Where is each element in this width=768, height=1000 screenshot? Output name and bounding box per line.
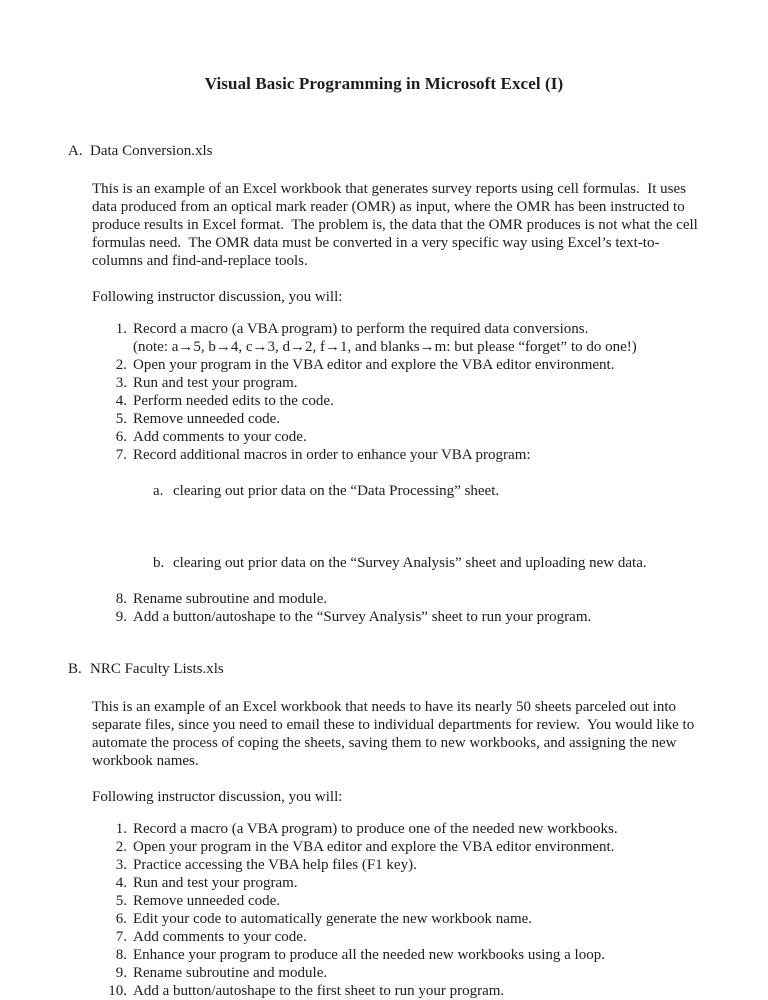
list-item-number: 6. <box>115 911 127 927</box>
list-item-number: 7. <box>115 447 127 463</box>
sublist-item-text: clearing out prior data on the “Data Processing” sheet. <box>173 483 500 499</box>
list-item-text: Add comments to your code. <box>133 429 307 445</box>
list-item-text: Enhance your program to produce all the needed new workbooks using a loop. <box>133 947 605 963</box>
list-item-body <box>133 446 718 590</box>
list-item <box>105 410 718 428</box>
list-item-body <box>133 856 718 874</box>
section-heading <box>0 142 768 160</box>
section-title: Data Conversion.xls <box>90 143 213 159</box>
list-item-body <box>133 428 718 446</box>
list-item-body <box>133 982 718 1000</box>
list-item-body <box>133 964 718 982</box>
section-heading <box>0 660 768 678</box>
list-item <box>105 374 718 392</box>
list-item-text: Add comments to your code. <box>133 929 307 945</box>
list-item-text: Perform needed edits to the code. <box>133 393 334 409</box>
section-label: A. <box>68 143 83 159</box>
list-item-text: Record a macro (a VBA program) to produce one of the needed new workbooks. <box>133 821 618 837</box>
list-item-body <box>133 608 718 626</box>
numbered-list <box>0 820 768 1000</box>
list-item-number: 8. <box>115 591 127 607</box>
section-intro: This is an example of an Excel workbook that generates survey reports using cell formulas. It uses data produced from an optical mark reader (OMR) as input, where the OMR has been instructed to produce results in Excel format. The problem is, the data that the OMR produces is not what the cell formulas need. The OMR data must be converted in a very specific way using Excel’s text-to-columns and find-and-replace tools. <box>92 181 702 269</box>
list-item-number: 5. <box>115 411 127 427</box>
list-item-number: 4. <box>115 393 127 409</box>
list-item-number: 1. <box>115 821 127 837</box>
list-item-text: Run and test your program. <box>133 375 298 391</box>
list-item-text: Remove unneeded code. <box>133 411 281 427</box>
list-item <box>105 874 718 892</box>
list-item <box>105 892 718 910</box>
list-item <box>105 910 718 928</box>
list-item <box>105 856 718 874</box>
sublist-item-letter: a. <box>153 483 164 499</box>
list-item-number: 5. <box>115 893 127 909</box>
list-item-number: 2. <box>115 839 127 855</box>
list-item-number: 8. <box>115 947 127 963</box>
list-item-body <box>133 946 718 964</box>
list-item-body <box>133 874 718 892</box>
list-item <box>105 428 718 446</box>
list-item-text: Rename subroutine and module. <box>133 591 328 607</box>
list-item <box>105 608 718 626</box>
sublist-item <box>153 482 718 500</box>
list-item-number: 3. <box>115 375 127 391</box>
list-item-text: Practice accessing the VBA help files (F1 key). <box>133 857 417 873</box>
list-item-number: 6. <box>115 429 127 445</box>
list-item-number: 10. <box>108 983 127 999</box>
document-section <box>0 660 768 1000</box>
list-item <box>105 982 718 1000</box>
list-item-text: Record a macro (a VBA program) to perform the required data conversions. <box>133 321 589 337</box>
list-item-body <box>133 590 718 608</box>
list-item-text: Add a button/autoshape to the “Survey Analysis” sheet to run your program. <box>133 609 592 625</box>
list-item-text: Open your program in the VBA editor and explore the VBA editor environment. <box>133 839 615 855</box>
list-item-number: 2. <box>115 357 127 373</box>
list-item-body <box>133 892 718 910</box>
list-item-body <box>133 838 718 856</box>
list-item-text: Add a button/autoshape to the first sheet to run your program. <box>133 983 505 999</box>
list-item-text: Edit your code to automatically generate the new workbook name. <box>133 911 533 927</box>
list-item-text: Remove unneeded code. <box>133 893 281 909</box>
list-item-number: 9. <box>115 609 127 625</box>
list-item-body <box>133 320 718 356</box>
list-item-number: 1. <box>115 321 127 337</box>
list-item-body <box>133 392 718 410</box>
section-intro: This is an example of an Excel workbook that needs to have its nearly 50 sheets parceled out into separate files, since you need to email these to individual departments for review. You would like to automate the process of coping the sheets, saving them to new workbooks, and assigning the new workbook names. <box>92 699 698 769</box>
list-item <box>105 590 718 608</box>
section-lead: Following instructor discussion, you will: <box>92 789 343 805</box>
section-title: NRC Faculty Lists.xls <box>90 661 224 677</box>
list-item <box>105 320 718 356</box>
document-sections <box>0 142 768 1000</box>
list-item <box>105 928 718 946</box>
list-item <box>105 356 718 374</box>
list-item-body <box>133 356 718 374</box>
numbered-list <box>0 320 768 626</box>
list-item <box>105 964 718 982</box>
list-item <box>105 946 718 964</box>
list-item-number: 3. <box>115 857 127 873</box>
list-item-body <box>133 910 718 928</box>
list-item <box>105 838 718 856</box>
list-item-text: Run and test your program. <box>133 875 298 891</box>
sublist-item-letter: b. <box>153 555 165 571</box>
document-section <box>0 142 768 626</box>
section-lead: Following instructor discussion, you will: <box>92 289 343 305</box>
list-item <box>105 446 718 590</box>
document-title: Visual Basic Programming in Microsoft Excel (I) <box>204 74 564 93</box>
list-item-text: Open your program in the VBA editor and explore the VBA editor environment. <box>133 357 615 373</box>
list-item-text: Rename subroutine and module. <box>133 965 328 981</box>
list-item <box>105 820 718 838</box>
list-item-note: (note: a→5, b→4, c→3, d→2, f→1, and blanks→m: but please “forget” to do one!) <box>133 339 637 355</box>
list-item-body <box>133 374 718 392</box>
list-item-body <box>133 928 718 946</box>
list-item-number: 7. <box>115 929 127 945</box>
list-item-body <box>133 820 718 838</box>
sublist-item-text: clearing out prior data on the “Survey Analysis” sheet and uploading new data. <box>173 555 647 571</box>
list-item-number: 9. <box>115 965 127 981</box>
list-item <box>105 392 718 410</box>
section-label: B. <box>68 661 82 677</box>
list-item-number: 4. <box>115 875 127 891</box>
list-item-text: Record additional macros in order to enhance your VBA program: <box>133 447 531 463</box>
sublist-item <box>153 554 718 572</box>
list-item-body <box>133 410 718 428</box>
